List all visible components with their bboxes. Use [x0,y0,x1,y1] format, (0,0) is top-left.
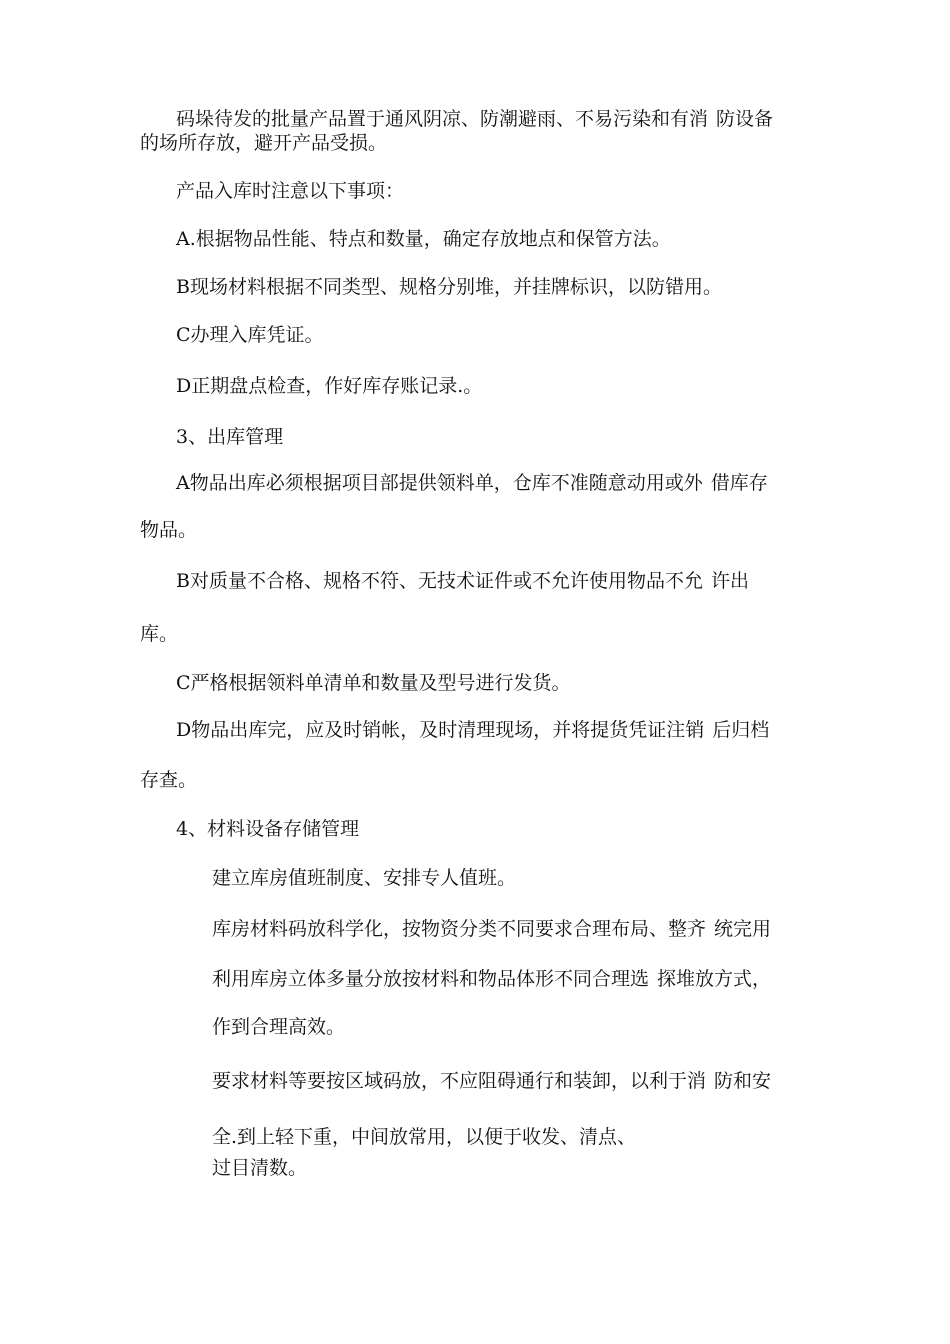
outbound-item-d-line-1: D物品出库完，应及时销帐，及时清理现场，并将提货凭证注销 后归档 [176,719,770,741]
storage-mgmt-p1: 建立库房值班制度、安排专人值班。 [212,867,517,889]
inbound-item-c: C办理入库凭证。 [176,324,324,346]
inbound-heading: 产品入库时注意以下事项： [176,180,405,202]
storage-para-line-1: 码垛待发的批量产品置于通风阴凉、防潮避雨、不易污染和有消 防设备 [176,108,774,130]
storage-mgmt-p2-line-3: 作到合理高效。 [212,1016,346,1038]
outbound-item-a-line-1: A物品出库必须根据项目部提供领料单，仓库不准随意动用或外 借库存 [176,472,768,494]
outbound-item-b-line-2: 库。 [140,623,179,645]
inbound-item-d: D正期盘点检查，作好库存账记录.。 [176,375,483,397]
storage-mgmt-p2-line-2: 利用库房立体多量分放按材料和物品体形不同合理选 探堆放方式， [212,968,772,990]
outbound-item-b-line-1: B对质量不合格、规格不符、无技术证件或不允许使用物品不允 许出 [176,570,749,592]
outbound-item-a-line-2: 物品。 [140,519,198,541]
outbound-item-c: C严格根据领料单清单和数量及型号进行发货。 [176,672,571,694]
storage-mgmt-heading: 4、材料设备存储管理 [176,818,360,840]
inbound-item-b: B现场材料根据不同类型、规格分别堆，并挂牌标识，以防错用。 [176,276,722,298]
storage-mgmt-p3-line-1: 要求材料等要按区域码放，不应阻碍通行和装卸，以利于消 防和安 [212,1070,772,1092]
inbound-item-a: A.根据物品性能、特点和数量，确定存放地点和保管方法。 [176,228,671,250]
outbound-heading: 3、出库管理 [176,426,284,448]
storage-mgmt-p3-line-3: 过目清数。 [212,1157,308,1179]
outbound-item-d-line-2: 存查。 [140,769,198,791]
storage-para-line-2: 的场所存放，避开产品受损。 [140,132,388,154]
storage-mgmt-p3-line-2: 全.到上轻下重，中间放常用，以便于收发、清点、 [212,1126,637,1148]
storage-mgmt-p2-line-1: 库房材料码放科学化，按物资分类不同要求合理布局、整齐 统完用 [212,918,772,940]
